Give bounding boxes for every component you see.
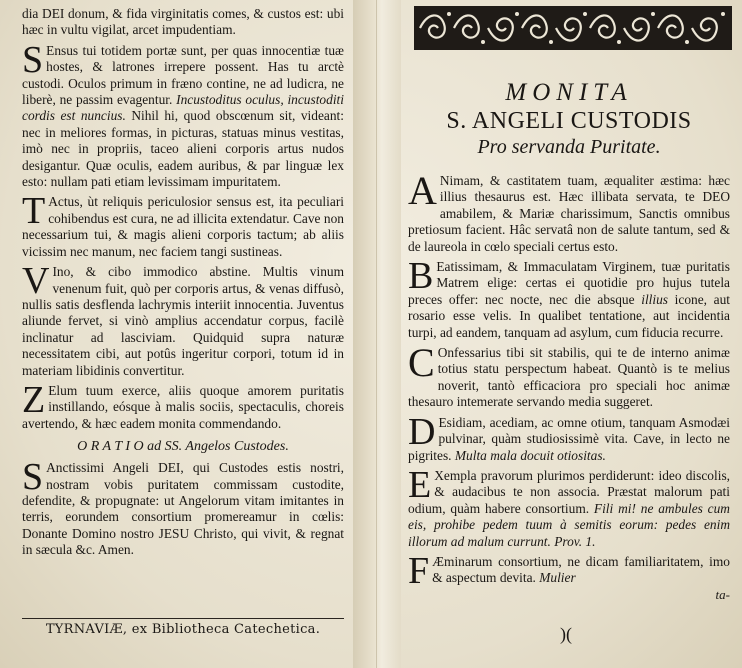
paragraph-text: Nimam, & castitatem tuam, æqualiter æstima: hæc illius thesaurus est. Hæc illibata servata, te DEO amabilem, & Mariæ charissimum, Sanctis omnibus pretiosum facient. Hâc servatâ non de salute tantum, sed & de laureola in cœlo speciali certus esto. (408, 173, 730, 254)
paragraph-sensus (22, 38, 344, 191)
paragraph-text: Elum tuum exerce, aliis quoque amorem puritatis instillando, eósque à malis sociis, spectaculis, choreis avertendo, & hæc eadem monita commendando. (22, 382, 344, 431)
paragraph-text: Esidiam, acediam, ac omne otium, tanquam Asmodæi pulvinar, quàm studiosissimè vita. Cave, in lecto ne pigrites. (408, 414, 730, 463)
paragraph-vino (22, 260, 344, 379)
drop-cap: D (408, 410, 436, 453)
signature-mark: )( (560, 624, 572, 644)
page-title: MONITA (505, 79, 633, 106)
colophon-rule (22, 618, 344, 619)
paragraph-text: Onfessarius tibi sit stabilis, qui te de interno animæ totius statu perspectum habeat. Quantò is te melius noverit, tantò efficaciora pro speciali hoc animæ thesauro intemerate servando media suggeret. (408, 345, 730, 410)
page-subtitle-italic: Pro servanda Puritate. (477, 136, 661, 158)
paragraph-text: Eatissimam, & Immaculatam Virginem, tuæ puritatis Matrem elige: certas ei quotidie pro hujus tutela preces offer: nec nocte, nec die absque (408, 259, 730, 307)
page-subtitle: S. ANGELI CUSTODIS (446, 108, 692, 134)
paragraph-foeminarum (408, 549, 730, 592)
paragraph-zelum (22, 378, 344, 432)
oratio-rest: ad SS. Angelos Custodes. (143, 439, 289, 455)
drop-cap: T (22, 190, 46, 233)
drop-cap: E (408, 463, 432, 506)
paragraph-text: Nihil hi, quod obscœnum sit, videant: nec in meliores formas, in picturas, statuas minus vestitas, imò nec in propriis, taceo alieni corporis artus nudos desigantur. Quæ oculis, eadem auribus, & par linguæ lex esto: nullam pati etiam levissimam impuritatem. (22, 108, 344, 190)
paragraph-confessarius (408, 340, 730, 411)
paragraph-tactus (22, 190, 344, 260)
paragraph-text: Æminarum consortium, ne dicam familiaritatem, imo & aspectum devita. (432, 553, 730, 586)
page-fold (353, 0, 401, 668)
right-page (402, 0, 742, 668)
italic-quote: Fili mi! ne ambules cum eis, prohibe pedem tuum à semitis eorum: pedes enim illorum ad malum currunt. (408, 500, 730, 549)
left-page (0, 0, 352, 668)
paragraph-text: Ino, & cibo immodico abstine. Multis vinum venenum fuit, quò per corporis artus, & venas diffusò, nullis satis desflenda lachrymis interiit innocentia. Juventus aliunde fervet, si vinò amplius accendatur corpus, facilè inclinatur ad lasciviam. Quidquid supra naturæ necessitatem cibi, aut potûs ingeritur corpori, totum id in materiam libidinis convertitur. (22, 264, 344, 378)
left-intro-paragraph: dia DEI donum, & fida virginitatis comes, & custos est: ubi hæc in vultu vigilat, arcet impudentiam. (22, 6, 344, 38)
drop-cap: B (408, 255, 434, 298)
paragraph-exempla (408, 463, 730, 550)
paragraph-text: Actus, ùt reliquis periculosior sensus est, ita peculiari cohibendus est cura, ne ad illicita extendatur. Cave non necessarium tui, & magis alieni corporis tactum; ab aliis vicissim nec manum, nec faciem tangi sustineas. (22, 194, 344, 259)
paragraph-animam (408, 168, 730, 255)
ornament-band-icon (414, 6, 732, 50)
italic-word: Mulier (539, 570, 576, 586)
colophon: TYRNAVIÆ, ex Bibliotheca Catechetica. (45, 622, 321, 637)
drop-cap: F (408, 549, 430, 592)
oratio-heading (22, 438, 344, 456)
italic-word: illius (641, 291, 669, 307)
italic-quote: Multa mala docuit otiositas. (454, 447, 606, 463)
drop-cap: Z (22, 378, 46, 421)
paragraph-prayer (22, 456, 344, 558)
bible-reference: Prov. 1. (550, 533, 596, 549)
paragraph-text: Ensus tui totidem portæ sunt, per quas innocentiæ tuæ hostes, & latrones irrepere possent. Has tu arctè custodi. Oculos primum in fræno contine, ne ad ludicra, ne liberè, ne passim evagentur. (22, 42, 344, 108)
italic-quote: Incustoditus oculus, incustoditi cordis est nuncius. (22, 92, 344, 124)
oratio-caps: O R A T I O (77, 439, 144, 455)
drop-cap: A (408, 168, 437, 213)
paragraph-text: Xempla pravorum plurimos perdiderunt: ideo discolis, & audacibus te non associa. Præstat malorum pati odium, quàm habere consortium. (408, 467, 730, 516)
fold-crease (376, 0, 377, 668)
drop-cap: C (408, 340, 435, 386)
paragraph-text: Anctissimi Angeli DEI, qui Custodes estis nostri, nostram vobis puritatem commissam custodite, defendite, & propugnate: ut Angelorum vitam imitantes in terris, eorundem consortium promereamur in cœlis: Donante Domino nostro JESU Christo, qui vivit, & regnat in sæcula &c. Amen. (22, 460, 344, 558)
paragraph-text: icone, aut rosario esse velis. In qualibet tentatione, aut incidentia turpi, ad eandem, tanquam ad asylum, cum fiducia recurre. (408, 291, 730, 340)
drop-cap: S (22, 38, 44, 81)
paragraph-beatissimam (408, 255, 730, 341)
drop-cap: S (22, 456, 44, 499)
drop-cap: V (22, 260, 50, 303)
catchword: ta- (715, 586, 730, 602)
paragraph-desidiam (408, 410, 730, 464)
